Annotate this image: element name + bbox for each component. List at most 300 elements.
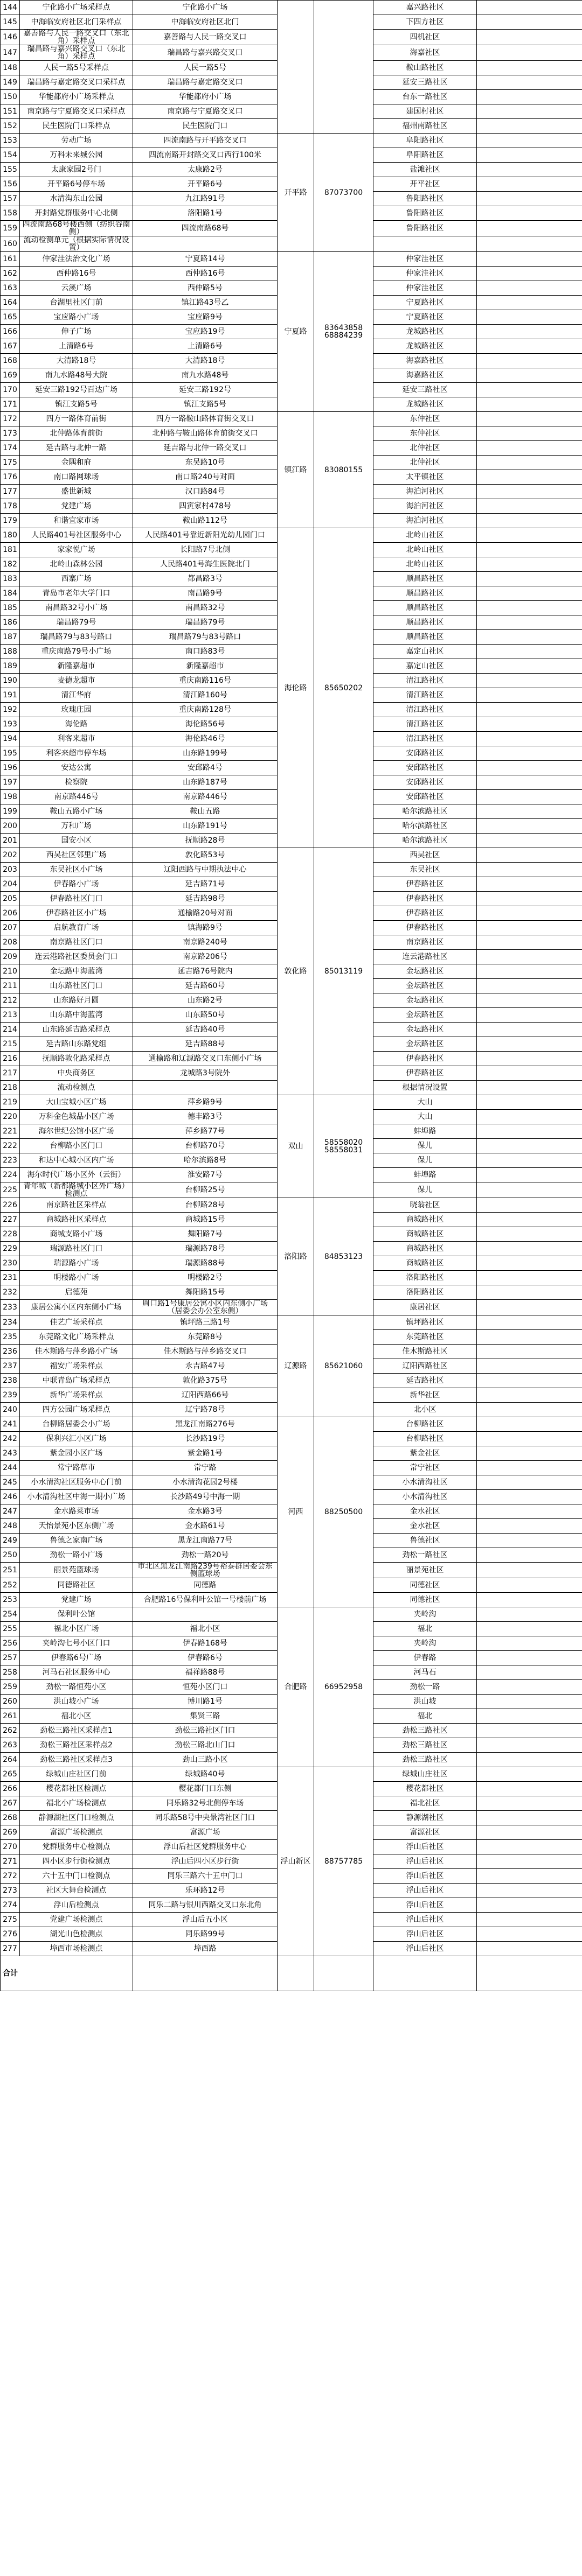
community-cell: 嘉兴路社区: [373, 1, 477, 15]
site-name-cell: 劲松三路社区采样点2: [20, 1738, 133, 1753]
site-name-cell: 瑞昌路79与83号路口: [20, 630, 133, 645]
site-address-cell: 樱花都门口东侧: [133, 1782, 278, 1796]
row-number: 180: [1, 528, 20, 543]
row-number: 191: [1, 688, 20, 703]
site-name-cell: 流动检测点: [20, 1081, 133, 1095]
site-address-cell: 重庆南路116号: [133, 674, 278, 688]
street-cell: [278, 1, 314, 134]
blank-cell: [477, 572, 582, 586]
row-number: 200: [1, 819, 20, 834]
row-number: 176: [1, 470, 20, 485]
row-number: 197: [1, 775, 20, 790]
site-name-cell: 南京路社区门口: [20, 935, 133, 950]
blank-cell: [477, 1182, 582, 1198]
site-name-cell: 中联青岛广场采样点: [20, 1374, 133, 1388]
row-number: 275: [1, 1913, 20, 1927]
blank-cell: [477, 1330, 582, 1345]
community-cell: 鲁阳路社区: [373, 192, 477, 206]
blank-cell: [477, 192, 582, 206]
community-cell: 龙城路社区: [373, 325, 477, 339]
community-cell: 仲家洼社区: [373, 281, 477, 296]
site-name-cell: 太康家园2号门: [20, 163, 133, 177]
site-address-cell: 西仲路16号: [133, 267, 278, 281]
community-cell: 浮山后社区: [373, 1898, 477, 1913]
table-row: [1, 134, 582, 148]
site-name-cell: 清江华府: [20, 688, 133, 703]
blank-cell: [477, 1534, 582, 1548]
site-address-cell: 瑞昌路79号: [133, 615, 278, 630]
row-number: 207: [1, 921, 20, 935]
site-name-cell: 南九水路48号大院: [20, 368, 133, 383]
community-cell: 新华社区: [373, 1388, 477, 1403]
site-name-cell: 南口路网球场: [20, 470, 133, 485]
row-number: 240: [1, 1403, 20, 1417]
site-name-cell: 四方一路体育前街: [20, 412, 133, 426]
blank-cell: [477, 296, 582, 310]
blank-cell: [477, 236, 582, 252]
site-address-cell: 通榆路20号对面: [133, 906, 278, 921]
blank-cell: [477, 470, 582, 485]
blank-cell: [477, 993, 582, 1008]
blank-cell: [477, 90, 582, 104]
row-number: 277: [1, 1942, 20, 1956]
blank-cell: [477, 1490, 582, 1504]
blank-cell: [477, 935, 582, 950]
community-cell: 太平镇社区: [373, 470, 477, 485]
blank-cell: [477, 1665, 582, 1680]
site-name-cell: 金隅和府: [20, 456, 133, 470]
blank-cell: [477, 1359, 582, 1374]
site-name-cell: 上清路6号: [20, 339, 133, 354]
community-cell: 嘉定山社区: [373, 659, 477, 674]
site-address-cell: [133, 1607, 278, 1622]
site-name-cell: 宁化路小广场采样点: [20, 1, 133, 15]
site-name-cell: 党建广场: [20, 1593, 133, 1607]
site-name-cell: 南京路与宁夏路交叉口采样点: [20, 104, 133, 119]
table-row: [1, 1095, 582, 1110]
site-address-cell: 德丰路3号: [133, 1110, 278, 1124]
community-cell: 浮山后社区: [373, 1854, 477, 1869]
site-address-cell: 延吉路40号: [133, 1023, 278, 1037]
row-number: 212: [1, 993, 20, 1008]
blank-cell: [477, 1023, 582, 1037]
site-address-cell: 萍乡路77号: [133, 1124, 278, 1139]
blank-cell: [477, 61, 582, 75]
blank-cell: [477, 1753, 582, 1767]
street-cell: 开平路: [278, 134, 314, 252]
blank-cell: [477, 1869, 582, 1884]
row-number: 150: [1, 90, 20, 104]
row-number: 251: [1, 1563, 20, 1578]
blank-cell: [477, 601, 582, 615]
site-name-cell: 开封路党群服务中心北侧: [20, 206, 133, 221]
phone-cell: 58558020 58558031: [314, 1095, 373, 1198]
blank-cell: [477, 383, 582, 397]
community-cell: 哈尔滨路社区: [373, 834, 477, 848]
blank-cell: [477, 1578, 582, 1593]
row-number: 225: [1, 1182, 20, 1198]
street-cell: 合肥路: [278, 1607, 314, 1767]
site-name-cell: 海尔时代广场小区外（云街）: [20, 1168, 133, 1182]
site-name-cell: 万和广场: [20, 819, 133, 834]
phone-cell: 83643858 68884239: [314, 252, 373, 412]
site-name-cell: 河马石社区服务中心: [20, 1665, 133, 1680]
blank-cell: [477, 15, 582, 30]
blank-cell: [477, 586, 582, 601]
community-cell: 伊春路社区: [373, 892, 477, 906]
site-address-cell: 周口路1号康居公寓小区内东侧小广场（居委会办公室东侧）: [133, 1300, 278, 1315]
site-name-cell: 福北小广场检测点: [20, 1796, 133, 1811]
community-cell: 伊春路社区: [373, 906, 477, 921]
row-number: 260: [1, 1695, 20, 1709]
blank-cell: [477, 921, 582, 935]
phone-cell: 85013119: [314, 848, 373, 1095]
site-address-cell: 宁化路小广场: [133, 1, 278, 15]
site-address-cell: 舞阳路7号: [133, 1227, 278, 1242]
site-name-cell: 丽景苑篮球场: [20, 1563, 133, 1578]
row-number: 169: [1, 368, 20, 383]
blank-cell: [477, 281, 582, 296]
site-address-cell: 人民一路5号: [133, 61, 278, 75]
total-cell: [314, 1956, 373, 1991]
community-cell: 大山: [373, 1110, 477, 1124]
community-cell: 海嘉路社区: [373, 368, 477, 383]
blank-cell: [477, 557, 582, 572]
site-name-cell: 福北小区广场: [20, 1622, 133, 1636]
site-name-cell: 樱花都社区检测点: [20, 1782, 133, 1796]
site-name-cell: 湖光山色检测点: [20, 1927, 133, 1942]
community-cell: 鲁德社区: [373, 1534, 477, 1548]
site-name-cell: 东莞路文化广场采样点: [20, 1330, 133, 1345]
community-cell: 东仲社区: [373, 426, 477, 441]
blank-cell: [477, 1037, 582, 1052]
site-name-cell: 劲松一路恒苑小区: [20, 1680, 133, 1695]
row-number: 161: [1, 252, 20, 267]
site-name-cell: 同德路社区: [20, 1578, 133, 1593]
site-name-cell: 紫金园小区广场: [20, 1446, 133, 1461]
community-cell: 洪山坡: [373, 1695, 477, 1709]
site-name-cell: 启航教育广场: [20, 921, 133, 935]
community-cell: 清江路社区: [373, 674, 477, 688]
site-address-cell: 延吉路71号: [133, 877, 278, 892]
blank-cell: [477, 339, 582, 354]
site-name-cell: 鲁德之家南广场: [20, 1534, 133, 1548]
site-address-cell: 市北区黑龙江南路239号裕泰群居委会东侧篮球场: [133, 1563, 278, 1578]
blank-cell: [477, 1942, 582, 1956]
blank-cell: [477, 499, 582, 514]
row-number: 216: [1, 1052, 20, 1066]
blank-cell: [477, 615, 582, 630]
blank-cell: [477, 906, 582, 921]
blank-cell: [477, 1548, 582, 1563]
site-name-cell: 东吴社区小广场: [20, 863, 133, 877]
community-cell: 保儿: [373, 1139, 477, 1153]
total-cell: [373, 1956, 477, 1991]
blank-cell: [477, 1680, 582, 1695]
row-number: 224: [1, 1168, 20, 1182]
blank-cell: [477, 252, 582, 267]
site-name-cell: 党群服务中心检测点: [20, 1840, 133, 1854]
site-address-cell: 南京路与宁夏路交叉口: [133, 104, 278, 119]
community-cell: 北岭山社区: [373, 557, 477, 572]
site-address-cell: 南九水路48号: [133, 368, 278, 383]
community-cell: 顺昌路社区: [373, 572, 477, 586]
blank-cell: [477, 1622, 582, 1636]
site-address-cell: 太康路2号: [133, 163, 278, 177]
row-number: 206: [1, 906, 20, 921]
site-name-cell: 明楼路小广场: [20, 1271, 133, 1285]
site-address-cell: 嘉善路与人民一路交叉口: [133, 30, 278, 45]
blank-cell: [477, 703, 582, 717]
site-address-cell: 抚顺路28号: [133, 834, 278, 848]
row-number: 190: [1, 674, 20, 688]
site-name-cell: 北仲路体育前街: [20, 426, 133, 441]
community-cell: 镇坪路社区: [373, 1315, 477, 1330]
site-address-cell: 民生医院门口: [133, 119, 278, 134]
site-address-cell: 通榆路和辽源路交叉口东侧小广场: [133, 1052, 278, 1066]
row-number: 205: [1, 892, 20, 906]
blank-cell: [477, 1124, 582, 1139]
row-number: 199: [1, 804, 20, 819]
blank-cell: [477, 75, 582, 90]
site-name-cell: 天怡景苑小区东侧广场: [20, 1519, 133, 1534]
blank-cell: [477, 1, 582, 15]
site-name-cell: 伊春路小广场: [20, 877, 133, 892]
blank-cell: [477, 877, 582, 892]
site-name-cell: 水清沟东山公园: [20, 192, 133, 206]
table-body: [1, 1, 582, 1991]
site-name-cell: 小水清沟社区服务中心门前: [20, 1475, 133, 1490]
site-name-cell: 佳木斯路与萍乡路小广场: [20, 1345, 133, 1359]
site-name-cell: 劲松三路社区采样点3: [20, 1753, 133, 1767]
site-address-cell: 山东路187号: [133, 775, 278, 790]
row-number: 187: [1, 630, 20, 645]
blank-cell: [477, 1095, 582, 1110]
blank-cell: [477, 1256, 582, 1271]
site-address-cell: 伊春路168号: [133, 1636, 278, 1651]
row-number: 148: [1, 61, 20, 75]
site-address-cell: 浮山后社区党群服务中心: [133, 1840, 278, 1854]
site-name-cell: 台柳路小区门口: [20, 1139, 133, 1153]
row-number: 237: [1, 1359, 20, 1374]
community-cell: 劲松一路: [373, 1680, 477, 1695]
row-number: 243: [1, 1446, 20, 1461]
site-address-cell: 瑞昌路与嘉兴路交叉口: [133, 45, 278, 61]
site-name-cell: 伊春路社区小广场: [20, 906, 133, 921]
site-name-cell: 家家悦广场: [20, 543, 133, 557]
row-number: 249: [1, 1534, 20, 1548]
phone-cell: 84853123: [314, 1198, 373, 1315]
blank-cell: [477, 412, 582, 426]
site-name-cell: 瑞昌路与嘉定路交叉口采样点: [20, 75, 133, 90]
community-cell: 南京路社区: [373, 935, 477, 950]
site-name-cell: 民生医院门口采样点: [20, 119, 133, 134]
blank-cell: [477, 1811, 582, 1825]
row-number: 245: [1, 1475, 20, 1490]
site-address-cell: 海伦路46号: [133, 732, 278, 746]
community-cell: 北仲社区: [373, 456, 477, 470]
blank-cell: [477, 1403, 582, 1417]
community-cell: 洛阳路社区: [373, 1285, 477, 1300]
table-row: [1, 1315, 582, 1330]
site-name-cell: 四方公园广场采样点: [20, 1403, 133, 1417]
community-cell: 根据情况设置: [373, 1081, 477, 1095]
community-cell: 保儿: [373, 1182, 477, 1198]
blank-cell: [477, 1738, 582, 1753]
site-address-cell: 紫金路1号: [133, 1446, 278, 1461]
site-name-cell: 流动检测单元（根据实际情况设置）: [20, 236, 133, 252]
site-name-cell: 商城路社区采样点: [20, 1213, 133, 1227]
row-number: 270: [1, 1840, 20, 1854]
site-name-cell: 台柳路居委会小广场: [20, 1417, 133, 1432]
community-cell: 金坛路社区: [373, 979, 477, 993]
community-cell: 顺昌路社区: [373, 601, 477, 615]
community-cell: 夹岭沟: [373, 1636, 477, 1651]
row-number: 259: [1, 1680, 20, 1695]
row-number: 186: [1, 615, 20, 630]
site-address-cell: [133, 236, 278, 252]
site-name-cell: 常宁路草市: [20, 1461, 133, 1475]
community-cell: 清江路社区: [373, 732, 477, 746]
community-cell: 商城路社区: [373, 1256, 477, 1271]
blank-cell: [477, 1782, 582, 1796]
row-number: 202: [1, 848, 20, 863]
community-cell: 四机社区: [373, 30, 477, 45]
site-name-cell: 新华广场采样点: [20, 1388, 133, 1403]
blank-cell: [477, 1198, 582, 1213]
blank-cell: [477, 1242, 582, 1256]
community-cell: 安邱路社区: [373, 775, 477, 790]
site-name-cell: 麦德龙超市: [20, 674, 133, 688]
community-cell: 商城路社区: [373, 1213, 477, 1227]
blank-cell: [477, 30, 582, 45]
site-name-cell: 静源湖社区门口检测点: [20, 1811, 133, 1825]
row-number: 201: [1, 834, 20, 848]
site-address-cell: 清江路160号: [133, 688, 278, 703]
community-cell: 延吉路社区: [373, 1374, 477, 1388]
site-name-cell: 海伦路: [20, 717, 133, 732]
row-number: 173: [1, 426, 20, 441]
row-number: 255: [1, 1622, 20, 1636]
community-cell: 富源社区: [373, 1825, 477, 1840]
community-cell: 同德社区: [373, 1578, 477, 1593]
community-cell: 盐滩社区: [373, 163, 477, 177]
blank-cell: [477, 177, 582, 192]
table-row: [1, 528, 582, 543]
site-name-cell: 延吉路山东路党组: [20, 1037, 133, 1052]
blank-cell: [477, 1285, 582, 1300]
row-number: 214: [1, 1023, 20, 1037]
row-number: 217: [1, 1066, 20, 1081]
site-address-cell: 台柳路25号: [133, 1182, 278, 1198]
site-address-cell: 伊春路6号: [133, 1651, 278, 1665]
community-cell: 蚌埠路: [373, 1124, 477, 1139]
site-address-cell: 萍乡路9号: [133, 1095, 278, 1110]
community-cell: 小水清沟社区: [373, 1490, 477, 1504]
row-number: 156: [1, 177, 20, 192]
row-number: 258: [1, 1665, 20, 1680]
site-name-cell: 山东路延吉路采样点: [20, 1023, 133, 1037]
site-name-cell: 检察院: [20, 775, 133, 790]
row-number: 184: [1, 586, 20, 601]
blank-cell: [477, 804, 582, 819]
blank-cell: [477, 397, 582, 412]
blank-cell: [477, 1709, 582, 1724]
blank-cell: [477, 950, 582, 964]
table-row: [1, 252, 582, 267]
street-cell: 敦化路: [278, 848, 314, 1095]
site-name-cell: 海尔世纪公馆小区广场: [20, 1124, 133, 1139]
community-cell: 小水清沟社区: [373, 1475, 477, 1490]
site-address-cell: 南口路83号: [133, 645, 278, 659]
site-address-cell: 山东路199号: [133, 746, 278, 761]
site-address-cell: 博川路1号: [133, 1695, 278, 1709]
site-name-cell: 瑞昌路79号: [20, 615, 133, 630]
site-address-cell: 同乐路32号北侧停车场: [133, 1796, 278, 1811]
community-cell: 嘉定山社区: [373, 645, 477, 659]
site-address-cell: 延安三路192号: [133, 383, 278, 397]
phone-cell: 85621060: [314, 1315, 373, 1417]
row-number: 157: [1, 192, 20, 206]
blank-cell: [477, 1607, 582, 1622]
site-address-cell: 恒苑小区门口: [133, 1680, 278, 1695]
site-name-cell: 山东路好月圆: [20, 993, 133, 1008]
community-cell: 清江路社区: [373, 717, 477, 732]
site-name-cell: 四小区步行街检测点: [20, 1854, 133, 1869]
row-number: 271: [1, 1854, 20, 1869]
row-number: 183: [1, 572, 20, 586]
total-cell: [477, 1956, 582, 1991]
community-cell: 福北: [373, 1622, 477, 1636]
community-cell: 海泊河社区: [373, 485, 477, 499]
site-address-cell: 宝应路9号: [133, 310, 278, 325]
community-cell: 浮山后社区: [373, 1913, 477, 1927]
blank-cell: [477, 848, 582, 863]
row-number: 263: [1, 1738, 20, 1753]
community-cell: 福北: [373, 1709, 477, 1724]
blank-cell: [477, 1724, 582, 1738]
site-address-cell: 金水路3号: [133, 1504, 278, 1519]
community-cell: 宁夏路社区: [373, 310, 477, 325]
blank-cell: [477, 1052, 582, 1066]
community-cell: 伊春路: [373, 1651, 477, 1665]
site-name-cell: 重庆南路79号小广场: [20, 645, 133, 659]
community-cell: 开平社区: [373, 177, 477, 192]
site-name-cell: 西仲路16号: [20, 267, 133, 281]
row-number: 267: [1, 1796, 20, 1811]
row-number: 239: [1, 1388, 20, 1403]
site-address-cell: 南京路240号: [133, 935, 278, 950]
blank-cell: [477, 1168, 582, 1182]
street-cell: 镇江路: [278, 412, 314, 528]
row-number: 254: [1, 1607, 20, 1622]
site-address-cell: 埠西路: [133, 1942, 278, 1956]
community-cell: 台柳路社区: [373, 1417, 477, 1432]
table-row: [1, 1, 582, 15]
community-cell: 绿城山庄社区: [373, 1767, 477, 1782]
phone-cell: [314, 1, 373, 134]
site-address-cell: 同德路: [133, 1578, 278, 1593]
community-cell: 晓翁社区: [373, 1198, 477, 1213]
site-address-cell: 四流南路68号: [133, 221, 278, 236]
row-number: 213: [1, 1008, 20, 1023]
community-cell: 鞍山路社区: [373, 61, 477, 75]
site-name-cell: 金水路菜市场: [20, 1504, 133, 1519]
row-number: 162: [1, 267, 20, 281]
community-cell: 劲松三路社区: [373, 1738, 477, 1753]
row-number: 238: [1, 1374, 20, 1388]
site-address-cell: 山东路2号: [133, 993, 278, 1008]
